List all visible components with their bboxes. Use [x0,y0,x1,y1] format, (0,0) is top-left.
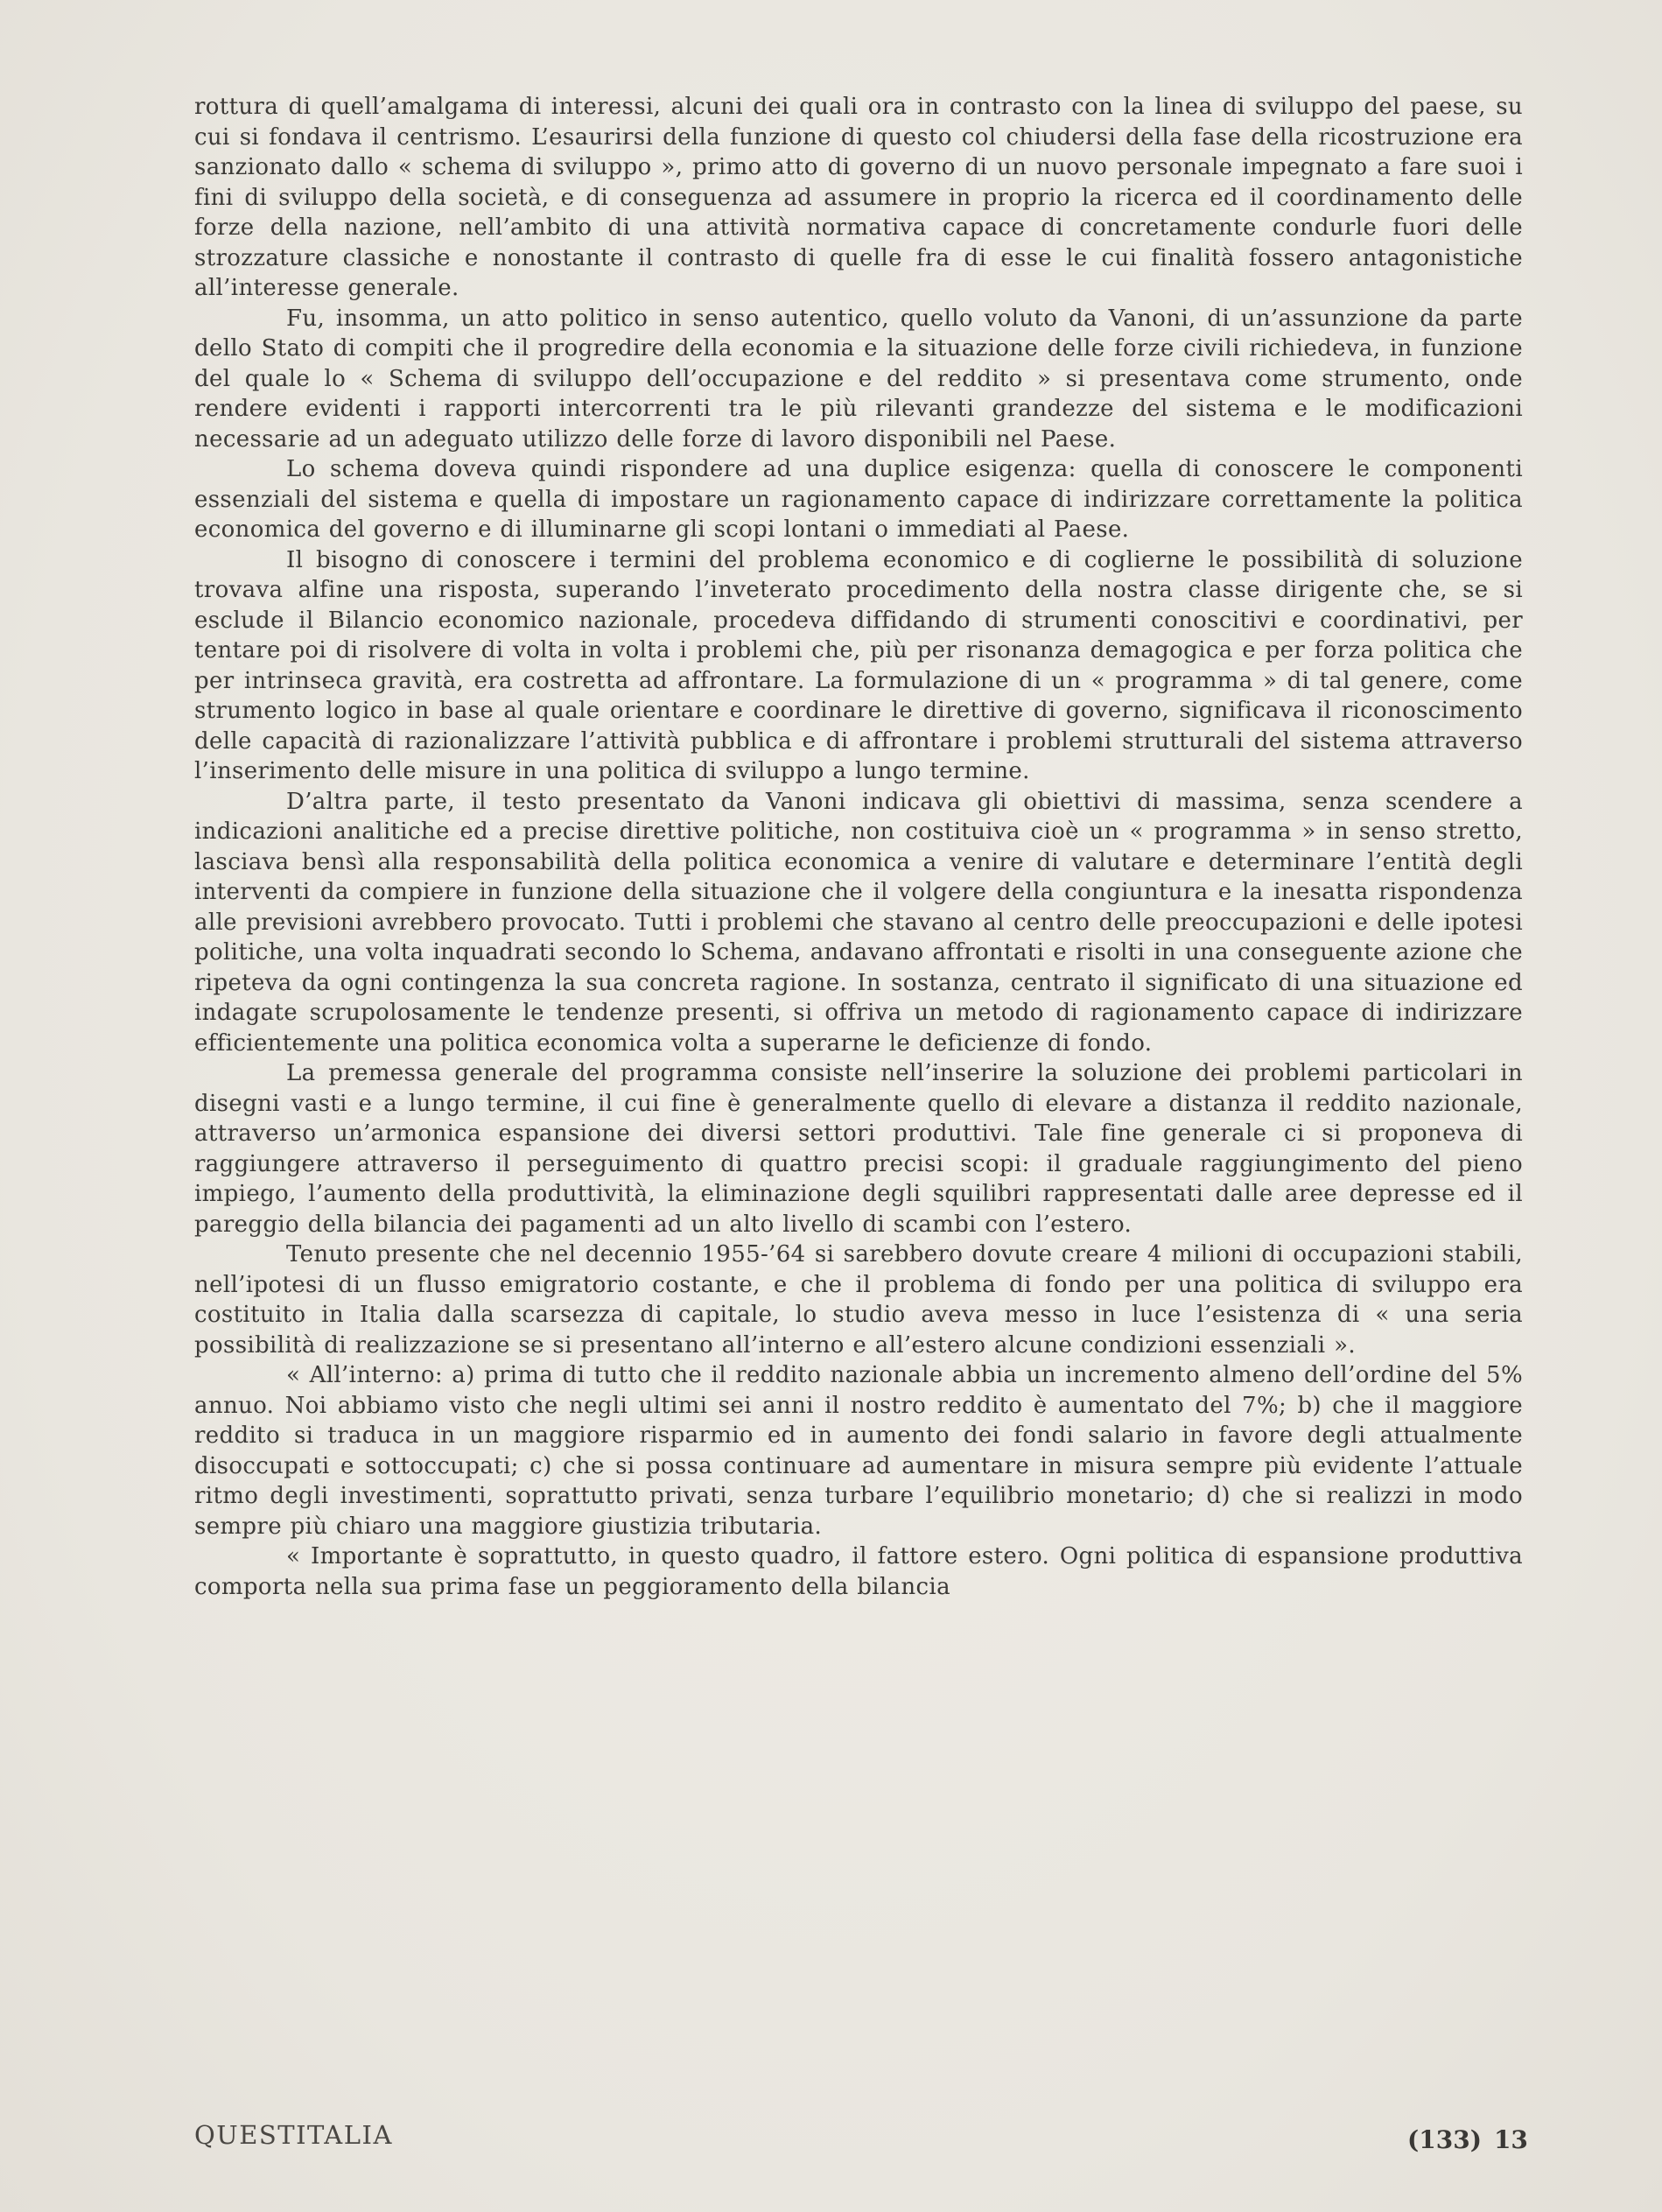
paragraph: Tenuto presente che nel decennio 1955-’64 si sarebbero dovute creare 4 milioni di occupazioni stabili, nell’ipotesi di un flusso emigratorio costante, e che il problema di fondo per una politica di sviluppo era costituito in Italia dalla scarsezza di capitale, lo studio aveva messo in luce l’esistenza di « una seria possibilità di realizzazione se si presentano all’interno e all’estero alcune condizioni essenziali ». [194,1241,1523,1359]
paragraph: Fu, insomma, un atto politico in senso autentico, quello voluto da Vanoni, di un’assunzione da parte dello Stato di compiti che il progredire della economia e la situazione delle forze civili richiedeva, in funzione del quale lo « Schema di sviluppo dell’occupazione e del reddito » si presentava come strumento, onde rendere evidenti i rapporti intercorrenti tra le più rilevanti grandezze del sistema e le modificazioni necessarie ad un adeguato utilizzo delle forze di lavoro disponibili nel Paese. [194,305,1523,453]
paragraph: La premessa generale del programma consiste nell’inserire la soluzione dei problemi particolari in disegni vasti e a lungo termine, il cui fine è generalmente quello di elevare a distanza il reddito nazionale, attraverso un’armonica espansione dei diversi settori produttivi. Tale fine generale ci si proponeva di raggiungere attraverso il perseguimento di quattro precisi scopi: il graduale raggiungimento del pieno impiego, l’aumento della produttività, la eliminazione degli squilibri rappresentati dalle aree depresse ed il pareggio della bilancia dei pagamenti ad un alto livello di scambi con l’estero. [194,1060,1523,1238]
paragraph: Lo schema doveva quindi rispondere ad una duplice esigenza: quella di conoscere le componenti essenziali del sistema e quella di impostare un ragionamento capace di indirizzare correttamente la politica economica del governo e di illuminarne gli scopi lontani o immediati al Paese. [194,456,1523,543]
paragraph: Il bisogno di conoscere i termini del problema economico e di coglierne le possibilità di soluzione trovava alfine una risposta, superando l’inveterato procedimento della nostra classe dirigente che, se si esclude il Bilancio economico nazionale, procedeva diffidando di strumenti conoscitivi e coordinativi, per tentare poi di risolvere di volta in volta i problemi che, più per risonanza demagogica e per forza politica che per intrinseca gravità, era costretta ad affrontare. La formulazione di un « programma » di tal genere, come strumento logico in base al quale orientare e coordinare le direttive di governo, significava il riconoscimento delle capacità di razionalizzare l’attività pubblica e di affrontare i problemi strutturali del sistema attraverso l’inserimento delle misure in una politica di sviluppo a lungo termine. [194,546,1523,784]
page-number: 13 [1493,2125,1528,2154]
paragraph: D’altra parte, il testo presentato da Vanoni indicava gli obiettivi di massima, senza scendere a indicazioni analitiche ed a precise direttive politiche, non costituiva cioè un « programma » in senso stretto, lasciava bensì alla responsabilità della politica economica a venire di valutare e determinare l’entità degli interventi da compiere in funzione della situazione che il volgere della congiuntura e la inesatta rispondenza alle previsioni avrebbero provocato. Tutti i problemi che stavano al centro delle preoccupazioni e delle ipotesi politiche, una volta inquadrati secondo lo Schema, andavano affrontati e risolti in una conseguente azione che ripeteva da ogni contingenza la sua concreta ragione. In sostanza, centrato il significato di una situazione ed indagate scrupolosamente le tendenze presenti, si offriva un metodo di ragionamento capace di indirizzare efficientemente una politica economica volta a superarne le deficienze di fondo. [194,788,1523,1057]
paragraph: « Importante è soprattutto, in questo quadro, il fattore estero. Ogni politica di espansione produttiva comporta nella sua prima fase un peggioramento della bilancia [194,1543,1523,1600]
paragraph: rottura di quell’amalgama di interessi, alcuni dei quali ora in contrasto con la linea di sviluppo del paese, su cui si fondava il centrismo. L’esaurirsi della funzione di questo col chiudersi della fase della ricostruzione era sanzionato dallo « schema di sviluppo », primo atto di governo di un nuovo personale impegnato a fare suoi i fini di sviluppo della società, e di conseguenza ad assumere in proprio la ricerca ed il coordinamento delle forze della nazione, nell’ambito di una attività normativa capace di concretamente condurle fuori delle strozzature classiche e nonostante il contrasto di quelle fra di esse le cui finalità fossero antagonistiche all’interesse generale. [194,94,1523,301]
journal-name: QUESTITALIA [194,2120,393,2150]
issue-page-number: (133) [1407,2125,1482,2154]
page-number-block [1407,2125,1528,2154]
paragraph: « All’interno: a) prima di tutto che il reddito nazionale abbia un incremento almeno dell’ordine del 5% annuo. Noi abbiamo visto che negli ultimi sei anni il nostro reddito è aumentato del 7%; b) che il maggiore reddito si traduca in un maggiore risparmio ed in aumento dei fondi salario in favore degli attualmente disoccupati e sottoccupati; c) che si possa continuare ad aumentare in misura sempre più evidente l’attuale ritmo degli investimenti, soprattutto privati, senza turbare l’equilibrio monetario; d) che si realizzi in modo sempre più chiaro una maggiore giustizia tributaria. [194,1362,1523,1540]
body-text [194,92,1523,1602]
